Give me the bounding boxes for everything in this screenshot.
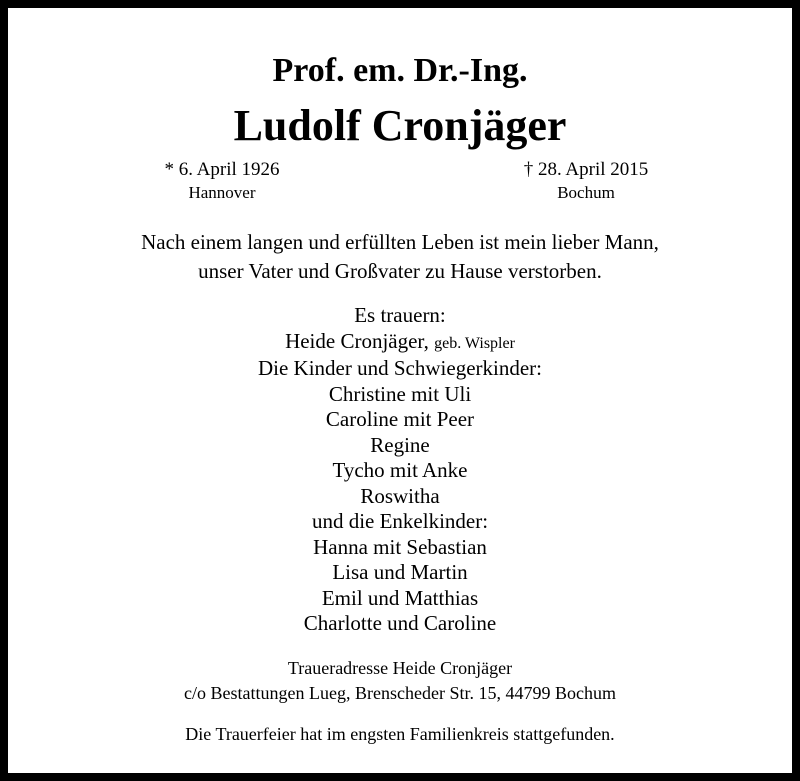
address-line: Traueradresse Heide Cronjäger — [287, 658, 513, 678]
grandchild-entry: Lisa und Martin — [332, 560, 468, 584]
spouse-birth-name: geb. Wispler — [434, 334, 515, 352]
death-info — [466, 158, 706, 204]
grandchild-entry: Hanna mit Sebastian — [313, 534, 487, 559]
academic-title: Prof. em. Dr.-Ing. — [272, 52, 528, 89]
address-line: c/o Bestattungen Lueg, Brenscheder Str. 15, 44799 Bochum — [184, 683, 616, 703]
grandchild-entry: Charlotte und Caroline — [303, 611, 497, 635]
grandchild-entry: Emil und Matthias — [321, 585, 479, 610]
child-entry: Caroline mit Peer — [325, 407, 475, 431]
notice-message — [8, 228, 792, 286]
birth-place: Hannover — [188, 183, 256, 202]
deceased-name: Ludolf Cronjäger — [233, 101, 567, 150]
children-heading: Die Kinder und Schwiegerkinder: — [257, 356, 542, 380]
mourning-address — [8, 656, 792, 706]
message-line: Nach einem langen und erfüllten Leben ist mein lieber Mann, — [141, 230, 659, 254]
message-line: unser Vater und Großvater zu Hause verstorben. — [198, 259, 602, 283]
child-entry: Christine mit Uli — [328, 381, 472, 406]
grandchildren-heading: und die Enkelkinder: — [311, 509, 489, 533]
child-entry: Regine — [370, 432, 430, 457]
birth-date: * 6. April 1926 — [164, 159, 280, 180]
ceremony-note: Die Trauerfeier hat im engsten Familienkreis stattgefunden. — [185, 724, 615, 744]
mourners-list — [8, 303, 792, 637]
death-place: Bochum — [557, 183, 615, 202]
child-entry: Roswitha — [360, 483, 440, 508]
death-date: † 28. April 2015 — [523, 159, 649, 180]
spouse-name: Heide Cronjäger, — [285, 328, 429, 353]
birth-info — [102, 158, 342, 204]
spouse-line — [8, 329, 792, 357]
child-entry: Tycho mit Anke — [332, 458, 468, 482]
mourners-heading: Es trauern: — [354, 303, 446, 327]
